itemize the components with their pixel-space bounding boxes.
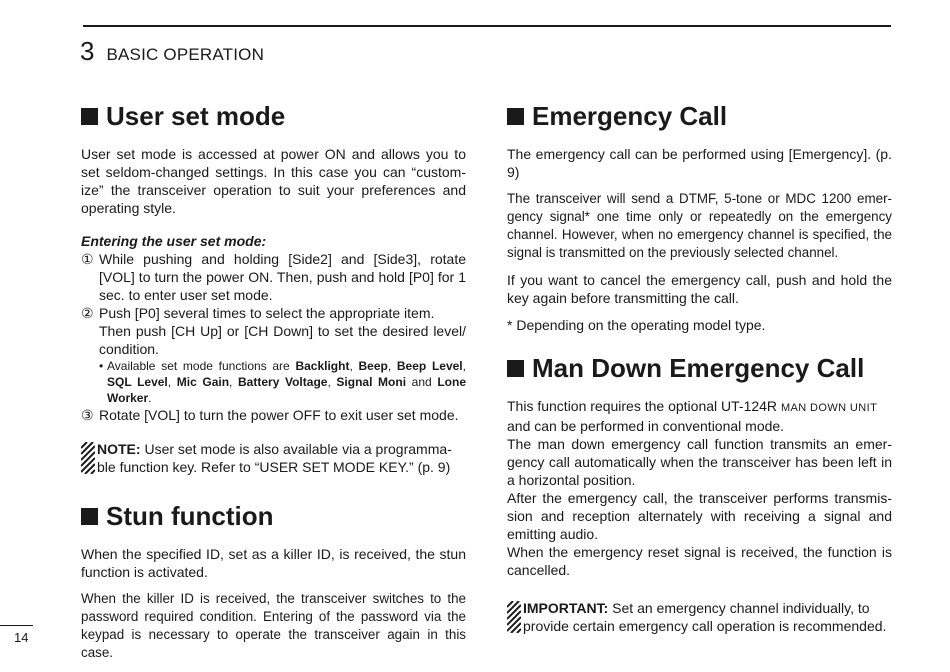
bullet-icon: •: [99, 359, 104, 373]
step-2: [81, 304, 466, 358]
section-heading-emergency: Emergency Call: [507, 100, 892, 132]
note-box: [81, 440, 466, 476]
step-2-text-a: Push [P0] several times to select the appropriate item.: [99, 305, 435, 321]
right-column: [507, 100, 892, 659]
emergency-paragraph-3: If you want to cancel the emergency call, push and hold the key again before transmitting the call.: [507, 272, 892, 306]
man-down-paragraph-3: After the emergency call, the transceiver performs transmis-sion and reception alternately with receiving a signal and emitting audio.: [507, 490, 892, 542]
man-down-paragraph-2: The man down emergency call function transmits an emer-gency call automatically when the transceiver has been left in a horizontal position.: [507, 436, 892, 488]
step-1-text: While pushing and holding [Side2] and [Side3], rotate [VOL] to turn the power ON. Then, push and hold [P0] for 1 sec. to enter user set mode.: [99, 251, 466, 303]
note-text: User set mode is also available via a programma-ble function key. Refer to “USER SET MODE KEY.” (p. 9): [97, 441, 452, 475]
section-heading-man-down: Man Down Emergency Call: [507, 352, 892, 384]
page-number: 14: [14, 630, 29, 645]
stun-paragraph-2: When the killer ID is received, the transceiver switches to the password required condition. Entering of the password via the keypad is necessary to operate the transceiver again in this case.: [81, 591, 466, 660]
step-3-text: Rotate [VOL] to turn the power OFF to exit user set mode.: [99, 407, 459, 423]
func-backlight: Backlight: [295, 359, 350, 373]
chapter-title: BASIC OPERATION: [106, 45, 265, 64]
step-1: [81, 250, 466, 304]
note-hatch-icon: [81, 442, 95, 474]
func-battery-voltage: Battery Voltage: [238, 375, 328, 389]
important-label: IMPORTANT:: [523, 600, 609, 616]
section-square-icon: [81, 108, 98, 125]
important-box: [507, 599, 892, 635]
important-text: Set an emergency channel individually, to provide certain emergency call operation is recommended.: [523, 600, 887, 634]
section-square-icon: [507, 108, 524, 125]
chapter-number: 3: [80, 36, 95, 66]
step-3: [81, 406, 466, 424]
section-square-icon: [507, 360, 524, 377]
section-heading-user-set: User set mode: [81, 100, 466, 132]
section-heading-stun: Stun function: [81, 500, 466, 532]
functions-intro: Available set mode functions are: [107, 359, 296, 373]
left-column: [81, 100, 466, 671]
functions-bullet: • Available set mode functions are Backlight, Beep, Beep Level, SQL Level, Mic Gain, Battery Voltage, Signal Moni and Lone Worker.: [99, 359, 466, 405]
func-lone-worker: Lone Worker: [107, 375, 466, 405]
func-signal-moni: Signal Moni: [336, 375, 407, 389]
func-beep: Beep: [358, 359, 388, 373]
step-1-number: ①: [81, 251, 94, 267]
man-down-unit: MAN DOWN UNIT: [780, 402, 878, 414]
user-set-intro: User set mode is accessed at power ON and allows you to set seldom-changed settings. In this case you can “custom-ize” the transceiver operation to suit your preferences and operating style.: [81, 146, 466, 216]
user-set-subheading: Entering the user set mode:: [81, 233, 267, 249]
man-down-paragraph-1: This function requires the optional UT-124R MAN DOWN UNIT and can be performed in conventional mode.: [507, 398, 878, 434]
emergency-paragraph-2: The transceiver will send a DTMF, 5-tone or MDC 1200 emer-gency signal* one time only or repeatedly on the emergency channel. However, when no emergency channel is specified, the signal is transmitted on the previously selected channel.: [507, 191, 892, 260]
page-number-rule: [0, 625, 33, 626]
important-hatch-icon: [507, 601, 521, 633]
step-3-number: ③: [81, 407, 94, 423]
func-sql-level: SQL Level: [107, 375, 168, 389]
man-down-paragraph-4: When the emergency reset signal is received, the function is cancelled.: [507, 544, 892, 578]
section-square-icon: [81, 508, 98, 525]
header-rule: [83, 25, 891, 27]
func-beep-level: Beep Level: [396, 359, 463, 373]
chapter-header: [80, 36, 264, 70]
stun-paragraph-1: When the specified ID, set as a killer ID, is received, the stun function is activated.: [81, 546, 466, 580]
note-label: NOTE:: [97, 441, 141, 457]
func-mic-gain: Mic Gain: [176, 375, 230, 389]
emergency-paragraph-1: The emergency call can be performed using [Emergency]. (p. 9): [507, 146, 892, 180]
emergency-footnote: * Depending on the operating model type.: [507, 317, 766, 333]
step-2-text-b: Then push [CH Up] or [CH Down] to set the desired level/ condition.: [99, 323, 466, 357]
step-2-number: ②: [81, 305, 94, 321]
